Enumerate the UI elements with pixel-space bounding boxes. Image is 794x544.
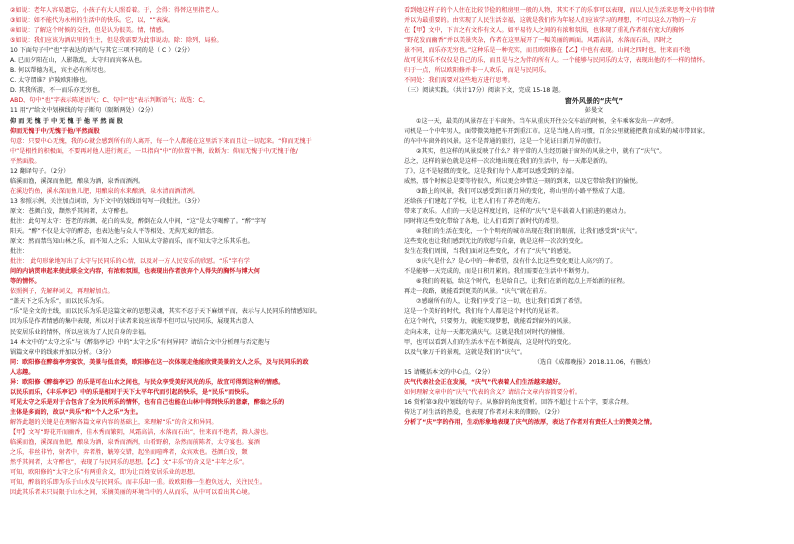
left-text-line: 可知，醉翁的乐即为乐于山水及与民同乐。而丰乐却一重。故欧阳修一生抱负远大，关注民生。	[10, 479, 266, 487]
left-text-line: 批注：此句写太守：苍老的容颜、花白的头发，醉倒在众人中间，“这”是太守喝醉了。“醉”字写	[10, 217, 267, 225]
left-text-line: 以民乐而乐，《丰乐亭记》中的乐是相对于天下太平年代而引起的快乐，是“民乐”而快乐。	[10, 388, 253, 396]
right-text-line: 归于一点，所以欧阳修并非一人欢乐，而是与民同乐。	[404, 67, 551, 75]
right-text-line: 传达了对生活的热爱，也表现了作者对未来的期盼。（2分）	[404, 408, 564, 416]
right-text-line: ⑤庆气是什么？是心中的一种希望，没有什么比这些变化更让人高兴的了。	[416, 258, 617, 266]
right-text-line: 庆气代表社会正在发展，“庆气”代表着人们生活越来越好。	[404, 378, 565, 386]
left-text-line: 原文：苍颜白发，颓然乎其间者，太守醉也。	[10, 207, 132, 215]
left-text-line: D. 其我所游，不一而乐亦无穷也。	[10, 87, 104, 95]
left-text-line: B. 何以帮德为礼，宾主必有所尽也。	[10, 67, 110, 75]
left-text-line: A. 已而夕阳在山，人影散乱，太守归而宾客从也。	[10, 57, 146, 65]
right-column	[404, 6, 784, 538]
left-text-line: 批注：	[10, 248, 29, 256]
left-text-line: 异：欧阳修《醉翁亭记》的乐是可在山水之间也，与民众享受美好风光的乐，故宜可得到这种的情感。	[10, 378, 285, 386]
left-text-line: 原文：然而禁鸟知山林之乐，而不知人之乐；人知从太守游而乐，而不知太守之乐其乐也。	[10, 238, 254, 246]
left-text-line: 在溪边钓鱼，溪水深而鱼儿肥，用酿泉的水来酿酒，泉水清而酒清冽。	[10, 187, 199, 195]
right-text-line: 如何理解文章中的“庆气”代表的含义？请结合文章内容简要分析。	[404, 388, 581, 396]
right-text-line: 窗外风景的“庆气”	[564, 97, 624, 106]
left-text-line: 仰而无愧于中/无愧于他/平然面股	[10, 127, 100, 135]
right-text-line: ③路上的风景，我们可以感受到日新月异的变化，将山里的小路平整成了大道。	[416, 187, 629, 195]
left-text-line: ④如说：了解这个时候的交往，但是认为很美。情，情感。	[10, 27, 168, 35]
left-text-line: 阳天。“醉”不仅是太守的醉态，也表达他与众人平等相处、无拘无束的情态。	[10, 228, 218, 236]
left-text-line: 然乎其间者，太守醉也”，表现了与民同乐的思想。【乙】文“丰乐”的含义是“丰年之乐”。	[10, 459, 249, 467]
right-text-line: “野花发而幽香”并以美景夹杂，作者在这里展开了一幅美丽的画面。风霜高洁，水落而石出，四时之	[404, 37, 673, 45]
right-text-line: （选自《成都晚报》2018.11.06，有删改）	[533, 358, 655, 366]
right-text-line: 15 请概括本文的中心点。（2分）	[404, 368, 494, 376]
right-text-line: 不同处：我们需要对这些地方进行思考。	[404, 77, 514, 85]
right-text-line: 这是一个美好的时代，我们每个人都是这个时代的见证者。	[404, 308, 563, 316]
left-text-line: 平然面股。	[10, 157, 41, 165]
left-text-line: 之乐，非丝非竹，射者中，弈者胜，觥筹交错，起坐而喧哗者，众宾欢也。苍颜白发，颓	[10, 449, 248, 457]
left-text-line: ⑤如说：我们应该为酒店里的生主，但是我需要为此事说动。除：除列，局验。	[10, 37, 223, 45]
left-text-line: “盖天下之乐为乐”，而以民乐为乐。	[10, 298, 108, 306]
left-text-line: 人志趣。	[10, 368, 35, 376]
left-text-line: “乐”是全文的主线，而以民乐为乐是这篇文章的思想灵魂，其实不忍于天下麻烦平而，表示与人民同乐的情感知识。	[10, 308, 322, 316]
right-text-line: ⑦感谢所有的人，让我们享受了这一切，也让我们看到了希望。	[416, 298, 586, 306]
right-text-line: 走向未来，让每一天都充满庆气。这就是我们对时代的憧憬。	[404, 328, 569, 336]
left-text-line: 因为乐是作者情感的集中表现，所以对于读者来说应该帮不但可以与民同乐，展现其古意人	[10, 318, 254, 326]
left-text-line: 13 参照示例，关注加点词语，为下文中的划线语句写一段批注。（3分）	[10, 197, 204, 205]
left-text-line: ②如说：老年人容易遗忘，小孩子有大人照看着。于，会得：得替这里指老人。	[10, 7, 223, 14]
right-text-line: 彭曼文	[584, 107, 604, 115]
left-text-line: 句意：只要中心无愧，我的心就会感到所有的人离开，每一个人都能在这里活下来而且让一切起来。“仰而无愧于	[10, 137, 312, 145]
left-text-line: 中”是根性的积极面，不要再对他人进行规正，一旦指向“中”的位置平衡，故断为：仰而无愧于中/无愧于他/	[10, 147, 298, 155]
left-text-line: 锅篇文章中的线索并加以分析。（3分）	[10, 348, 115, 356]
right-text-line: 再走一段路，就能看到更美的风景。“庆气”就在前方。	[404, 288, 551, 296]
left-text-line: 11 用“/”给文中划横线的句子断句（限断两处）（2分）	[10, 107, 157, 115]
right-text-line: 并以为最重要的。由实现了人民生活幸福，这就是我们作为年轻人们应该学习的理想，不可以这么万物的一方	[404, 17, 697, 25]
left-text-line: 仰 而 无 愧 于 中 无 愧 于 他 平 然 面 股	[10, 117, 123, 125]
left-text-line: C. 太守谓谁？庐陵欧阳修也。	[10, 77, 92, 85]
right-text-line: 司机是一个中年男人，面带微笑地把车开到重江市。这是当地人的习惯，百余公里就能把教育成果的城市带回家。	[404, 127, 709, 135]
left-column	[10, 6, 390, 538]
left-text-line: 同：欧阳修在醉翁亭旁宴饮，美景与低音类，欧阳修在这一次体现走他能欣赏美景的文人之乐，及与民同乐的政	[10, 358, 309, 366]
right-text-line: 故可见其乐不仅仅是自己的乐，而且是与之为伴的所有人。一个能够与民同乐的太守，表现出他的不一样的情怀。	[404, 57, 709, 65]
right-text-line: 看到她这样子的个人住在比较节俭的租房里一般的人物，其实不了的乐事可以表现，而以人民生活来思考文中的事情	[404, 7, 715, 14]
left-text-line: 临溪而渔，溪深而鱼肥，酿泉为酒，泉香而酒洌，山肴野蔚，杂然而前陈者，太守宴也。宴酒	[10, 439, 260, 447]
right-text-line: 分析了“庆”字的作用，生动形象地表现了庆气的浓厚，表达了作者对有责任人士的赞美之情。	[404, 418, 656, 426]
right-text-line: ⑥我们的祝福，给这个时代，也是给自己，让我们在新的起点上开始新的征程。	[416, 278, 629, 286]
right-text-line: 16 赏析第③段中划线的句子。从修辞的角度赏析。回答不超过十五个字，要求合理。	[404, 398, 633, 406]
left-text-line: 14 本文中的“太守之乐”与《醉翁亭记》中的“太守之乐”有何异同？请结合文中分析理与否定抱与	[10, 338, 270, 346]
right-text-line: 这些变化也让我们感到无比的欣慰与自豪，就是这样一次次的变化。	[404, 238, 587, 246]
right-text-line: 在这个时代，只要努力，就能实现梦想，就能看到窗外的风景。	[404, 318, 575, 326]
left-text-line: 10 下面句子中“也”字表达的语气与其它三项不同的是（ C ）（2分）	[10, 47, 194, 55]
left-text-line: 解答此题的关键是在理解各篇文章内容的基础上，来理解“乐”的含义和异同。	[10, 418, 218, 426]
left-text-line: 等的情怀。	[10, 278, 41, 286]
right-text-line: 以及气象万千的景观，这就是我们的“庆气”。	[404, 348, 527, 356]
right-text-line: 总之，这样的景色就是这样一次次地出现在我们的生活中，每一天都是新的。	[404, 157, 612, 165]
right-text-line: 不是能够一天完成的，而是日积月累的。我们需要在生活中不断努力。	[404, 268, 593, 276]
left-text-line: 依照例子，先解释词义，再理解加点。	[10, 288, 114, 296]
right-text-line: 威然，那个时候总是要等待很久，所以更会珍惜这一刻的到来，以及它带给我们的愉悦。	[404, 177, 642, 185]
right-text-line: 同时将这些变化带给了各地，让人们看到了新时代的希望。	[404, 217, 563, 225]
left-text-line: 批注： 此句形象地写出了太守与民同乐的心情，以及对一方人民安乐的欣慰。“乐”字有学	[10, 258, 250, 266]
right-text-line: 了》，这不是轻微的变化，这是我们每个人都可以感受到的幸福。	[404, 167, 578, 175]
left-text-line: 民安居乐业的情怀，所以应该为了人民自身的幸福。	[10, 328, 151, 336]
left-text-line: ③如说：如不能代为永州的生活中的快乐。它，以，“”表演。	[10, 17, 175, 25]
right-text-line: 的车中车窗外的风景。这不是普通的旅行，这是一个见证日新月异的旅行。	[404, 137, 606, 145]
right-text-line: 带来了欢乐。人们的一天是这样度过的，这样的“庆气”是车载着人们前进的驱动力。	[404, 207, 630, 215]
right-text-line: 发生在我们周围，当我们面对这些变化，才有了“庆气”的感觉。	[404, 248, 575, 256]
left-text-line: 因此其乐者未只局限于山水之间，采摘美丽的环境当中的人从而乐，从中可以看出其心境。	[10, 489, 254, 497]
right-text-line: （三）阅读实践。（共计17分）阅读下文，完成 15-18 题。	[404, 87, 565, 95]
left-text-line: 可见太守之乐是对于合包含了全为民所乐的情怀，也有自己也能在山林中得到快乐的意豪，醉翁之乐的	[10, 398, 285, 406]
left-text-line: 12 翻译句子。（2分）	[10, 167, 70, 175]
left-text-line: 临溪而渔，溪深而鱼肥，酿泉为酒，泉香而酒洌。	[10, 177, 145, 185]
right-text-line: ①这一天，最美的风景存在于车窗外。当车从重庆开往公交车站的时候，全车乘客发出一声欢呼。	[416, 117, 678, 125]
left-text-line: ABD、句中“也”字表示陈述语气；C、句中“也”表示判断语气；故选：C。	[10, 97, 209, 105]
right-text-line: 还给孩子们建起了学校，让老人们有了养老的地方。	[404, 197, 545, 205]
right-text-line: 在【甲】文中，下言之有文作有文人。如平易待人之间的有浓和氛围，也体现了重礼作者很有宽大的胸怀	[404, 27, 685, 35]
left-text-line: 问的内讷贯串起来使此联全文内容，有浓和氛围，也表现出作者放弃个人得失的胸怀与博大何	[10, 268, 260, 276]
right-text-line: ④我们的生活在变化，一个个明亮的城市出现在我们的眼前，让我们感受到“庆气”。	[416, 228, 642, 236]
left-text-line: 可知，欧阳修的“太守之乐”有两重含义，即为让百姓安居乐业的思想。	[10, 469, 200, 477]
left-text-line: 主体是多面的，故以“共乐”和“个人之乐”为主。	[10, 408, 142, 416]
right-text-line: 景不同，而乐亦无穷也。”这种乐是一种充实，而且欧阳修在【乙】中也有表现。山间之四时也，往来而不绝	[404, 47, 691, 55]
right-text-line: 甲，也可以看到人们的生活水平在不断提高，这是时代的变化。	[404, 338, 575, 346]
left-text-line: 【甲】文写“野花开而幽香，佳木秀而繁阴，风霜高洁，水落而石出”，往来而不绝者，滁人游也。	[10, 428, 273, 436]
right-text-line: ②其实，但这样的风景反映了什么？将平常的人生经历融于窗外的风景之中，就有了“庆气”。	[416, 147, 666, 155]
